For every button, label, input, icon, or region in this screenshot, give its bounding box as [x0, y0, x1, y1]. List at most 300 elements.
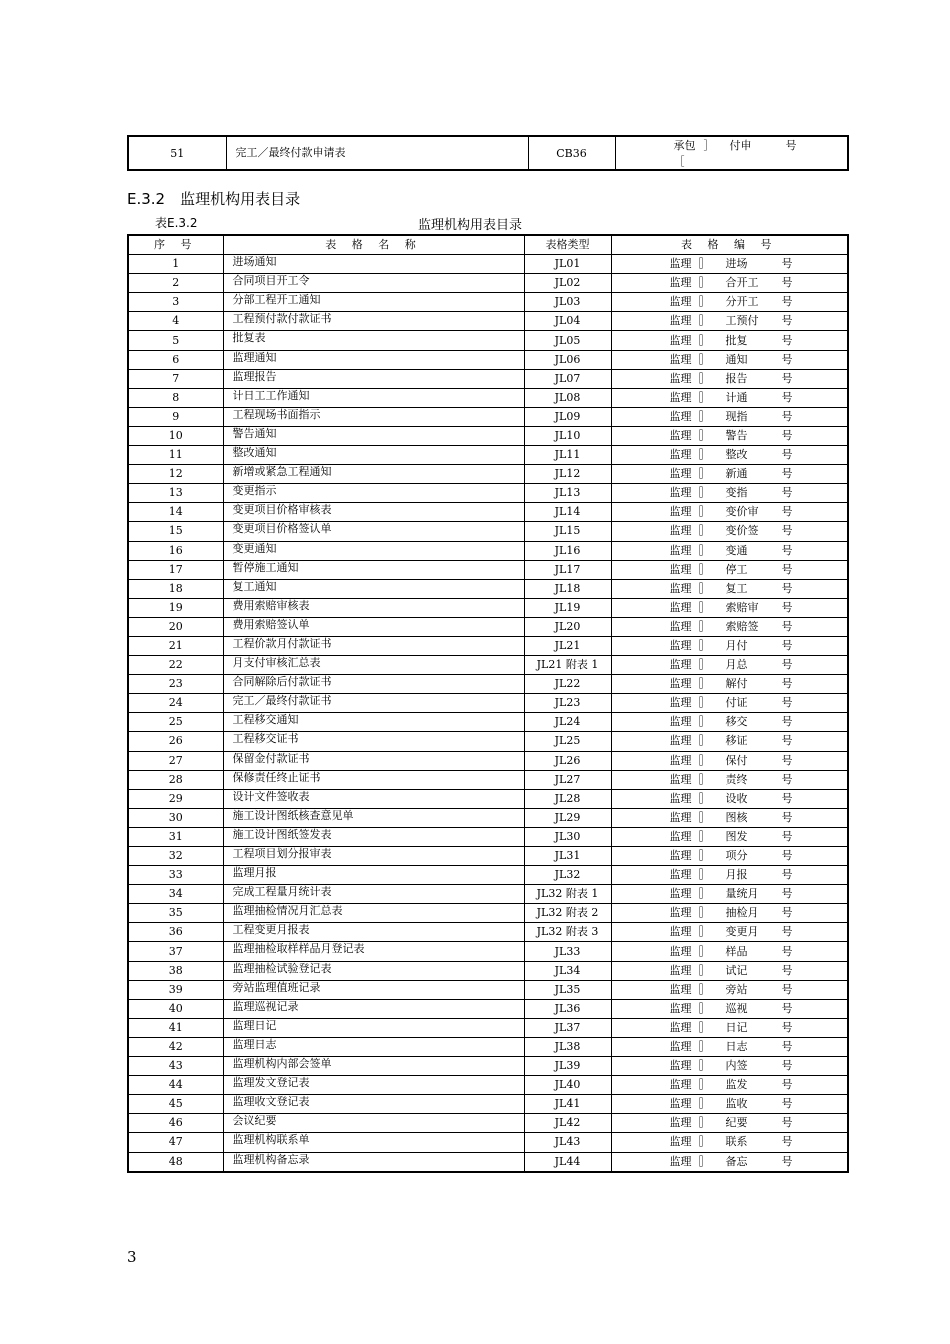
code-abbr: 月付	[725, 639, 748, 653]
form-code	[611, 369, 848, 388]
table-header-row	[128, 235, 848, 255]
form-type: JL02	[524, 274, 611, 293]
code-suffix: 号	[781, 887, 793, 901]
form-name: 整改通知	[223, 446, 524, 465]
row-number: 23	[128, 675, 223, 694]
code-bracket: ］	[699, 409, 711, 423]
code-bracket: ］	[699, 982, 711, 996]
table-row	[128, 980, 848, 999]
code-suffix: 号	[781, 1020, 793, 1034]
table-row	[128, 446, 848, 465]
form-code	[611, 1037, 848, 1056]
form-type: JL32 附表 2	[524, 904, 611, 923]
form-name: 完成工程量月统计表	[223, 885, 524, 904]
form-type: JL33	[524, 942, 611, 961]
form-type: JL16	[524, 541, 611, 560]
code-bracket: ］	[699, 772, 711, 786]
table-row	[128, 136, 848, 170]
row-number: 1	[128, 255, 223, 274]
code-prefix: 监理［	[669, 658, 703, 672]
row-number: 43	[128, 1057, 223, 1076]
table-row	[128, 522, 848, 541]
code-suffix: 号	[781, 868, 793, 882]
form-code	[611, 1057, 848, 1076]
table-row	[128, 713, 848, 732]
code-bracket: ］	[699, 619, 711, 633]
table-row	[128, 484, 848, 503]
form-name: 监理机构联系单	[223, 1133, 524, 1152]
code-suffix: 号	[781, 849, 793, 863]
table-row	[128, 827, 848, 846]
code-abbr: 索赔审	[725, 600, 759, 614]
code-bracket: ］	[699, 753, 711, 767]
form-code	[611, 598, 848, 617]
code-suffix: 号	[781, 543, 793, 557]
code-bracket: ］	[699, 1154, 711, 1168]
row-number: 46	[128, 1114, 223, 1133]
form-type: JL32 附表 1	[524, 885, 611, 904]
code-prefix: 监理［	[669, 600, 703, 614]
form-type: JL03	[524, 293, 611, 312]
code-suffix: 号	[781, 352, 793, 366]
code-bracket: ］	[699, 562, 711, 576]
form-name: 监理日志	[223, 1037, 524, 1056]
code-bracket: ］	[699, 829, 711, 843]
form-code	[611, 541, 848, 560]
table-row	[128, 808, 848, 827]
code-prefix: 监理［	[669, 276, 703, 290]
table-row	[128, 789, 848, 808]
code-prefix: 监理［	[669, 543, 703, 557]
code-prefix: 监理［	[669, 467, 703, 481]
row-number: 35	[128, 904, 223, 923]
code-suffix: 号	[785, 139, 797, 152]
code-abbr: 月总	[725, 658, 748, 672]
row-number: 5	[128, 331, 223, 350]
code-prefix: 监理［	[669, 428, 703, 442]
code-suffix: 号	[781, 1154, 793, 1168]
table-row	[128, 770, 848, 789]
form-type: JL32	[524, 866, 611, 885]
form-type: JL34	[524, 961, 611, 980]
code-bracket: ］	[699, 677, 711, 691]
row-number: 39	[128, 980, 223, 999]
form-code	[611, 694, 848, 713]
code-suffix: 号	[781, 390, 793, 404]
table-row	[128, 560, 848, 579]
code-abbr: 备忘	[725, 1154, 748, 1168]
code-prefix: 监理［	[669, 925, 703, 939]
table-row	[128, 312, 848, 331]
code-prefix: 监理［	[669, 352, 703, 366]
code-suffix: 号	[781, 772, 793, 786]
form-name: 工程项目划分报审表	[223, 847, 524, 866]
form-code	[611, 312, 848, 331]
form-type: JL39	[524, 1057, 611, 1076]
form-type: JL37	[524, 1018, 611, 1037]
code-bracket: ］	[699, 963, 711, 977]
table-row	[128, 656, 848, 675]
table-row	[128, 407, 848, 426]
code-abbr: 分开工	[725, 295, 759, 309]
code-bracket: ］	[699, 887, 711, 901]
code-prefix: 监理［	[669, 257, 703, 271]
form-code	[615, 136, 848, 170]
table-row	[128, 904, 848, 923]
code-prefix: 监理［	[669, 562, 703, 576]
section-heading: E.3.2 监理机构用表目录	[127, 190, 301, 208]
code-abbr: 警告	[725, 428, 748, 442]
code-suffix: 号	[781, 257, 793, 271]
form-name: 监理巡视记录	[223, 999, 524, 1018]
form-type: JL36	[524, 999, 611, 1018]
code-suffix: 号	[781, 791, 793, 805]
code-prefix: 监理［	[669, 944, 703, 958]
code-bracket: ］	[699, 734, 711, 748]
row-number: 21	[128, 636, 223, 655]
code-prefix: 监理［	[669, 371, 703, 385]
code-abbr: 批复	[725, 333, 748, 347]
code-prefix: 承包［	[673, 139, 696, 168]
code-suffix: 号	[781, 906, 793, 920]
form-type: JL15	[524, 522, 611, 541]
row-number: 38	[128, 961, 223, 980]
form-type: JL23	[524, 694, 611, 713]
form-name: 设计文件签收表	[223, 789, 524, 808]
form-name: 合同项目开工令	[223, 274, 524, 293]
form-name: 新增或紧急工程通知	[223, 465, 524, 484]
form-code	[611, 885, 848, 904]
previous-table-fragment	[127, 135, 849, 171]
code-abbr: 设收	[725, 791, 748, 805]
form-type: JL19	[524, 598, 611, 617]
row-number: 3	[128, 293, 223, 312]
code-abbr: 保付	[725, 753, 748, 767]
code-abbr: 工预付	[725, 314, 759, 328]
code-suffix: 号	[781, 524, 793, 538]
code-suffix: 号	[781, 925, 793, 939]
code-abbr: 付证	[725, 696, 748, 710]
code-prefix: 监理［	[669, 791, 703, 805]
form-type: JL43	[524, 1133, 611, 1152]
header-code: 表 格 编 号	[611, 235, 848, 255]
code-prefix: 监理［	[669, 1135, 703, 1149]
row-number: 47	[128, 1133, 223, 1152]
code-abbr: 月报	[725, 868, 748, 882]
code-suffix: 号	[781, 448, 793, 462]
form-code	[611, 560, 848, 579]
code-abbr: 变更月	[725, 925, 759, 939]
form-name: 费用索赔审核表	[223, 598, 524, 617]
code-bracket: ］	[699, 371, 711, 385]
code-prefix: 监理［	[669, 295, 703, 309]
form-code	[611, 1018, 848, 1037]
form-type: JL27	[524, 770, 611, 789]
code-suffix: 号	[781, 562, 793, 576]
form-type: JL17	[524, 560, 611, 579]
code-bracket: ］	[699, 906, 711, 920]
row-number: 20	[128, 617, 223, 636]
code-abbr: 图核	[725, 810, 748, 824]
code-prefix: 监理［	[669, 524, 703, 538]
form-name: 监理报告	[223, 369, 524, 388]
code-abbr: 样品	[725, 944, 748, 958]
code-abbr: 日志	[725, 1039, 748, 1053]
form-name: 监理机构内部会签单	[223, 1057, 524, 1076]
row-number: 31	[128, 827, 223, 846]
code-abbr: 抽检月	[725, 906, 759, 920]
code-bracket: ］	[699, 944, 711, 958]
row-number: 32	[128, 847, 223, 866]
row-number: 29	[128, 789, 223, 808]
form-name: 工程移交证书	[223, 732, 524, 751]
form-type: JL01	[524, 255, 611, 274]
code-prefix: 监理［	[669, 1116, 703, 1130]
code-bracket: ］	[699, 1097, 711, 1111]
row-number: 44	[128, 1076, 223, 1095]
form-type: JL44	[524, 1152, 611, 1172]
code-abbr: 责终	[725, 772, 748, 786]
code-abbr: 量统月	[725, 887, 759, 901]
code-suffix: 号	[781, 639, 793, 653]
code-bracket: ］	[699, 1078, 711, 1092]
code-abbr: 付申	[729, 139, 752, 152]
code-bracket: ］	[699, 849, 711, 863]
form-type: JL29	[524, 808, 611, 827]
table-row	[128, 1018, 848, 1037]
code-abbr: 现指	[725, 409, 748, 423]
form-type: JL07	[524, 369, 611, 388]
row-number: 36	[128, 923, 223, 942]
table-row	[128, 350, 848, 369]
form-name: 施工设计图纸签发表	[223, 827, 524, 846]
table-caption-title: 监理机构用表目录	[418, 218, 523, 233]
row-number: 17	[128, 560, 223, 579]
form-name: 计日工工作通知	[223, 388, 524, 407]
row-number: 37	[128, 942, 223, 961]
code-abbr: 图发	[725, 829, 748, 843]
code-abbr: 索赔签	[725, 619, 759, 633]
table-row	[128, 579, 848, 598]
code-prefix: 监理［	[669, 390, 703, 404]
row-number: 12	[128, 465, 223, 484]
row-number: 41	[128, 1018, 223, 1037]
form-type: JL32 附表 3	[524, 923, 611, 942]
code-prefix: 监理［	[669, 505, 703, 519]
form-type: JL35	[524, 980, 611, 999]
form-name: 施工设计图纸核查意见单	[223, 808, 524, 827]
supervision-forms-table	[127, 234, 849, 1173]
code-bracket: ］	[699, 352, 711, 366]
form-code	[611, 751, 848, 770]
page-number: 3	[127, 1248, 137, 1266]
code-abbr: 报告	[725, 371, 748, 385]
code-prefix: 监理［	[669, 963, 703, 977]
form-name: 监理日记	[223, 1018, 524, 1037]
code-suffix: 号	[781, 371, 793, 385]
code-abbr: 纪要	[725, 1116, 748, 1130]
code-abbr: 变通	[725, 543, 748, 557]
form-type: JL04	[524, 312, 611, 331]
table-row	[128, 675, 848, 694]
form-code	[611, 656, 848, 675]
form-code	[611, 1095, 848, 1114]
table-row	[128, 1057, 848, 1076]
form-name: 分部工程开工通知	[223, 293, 524, 312]
form-code	[611, 465, 848, 484]
code-abbr: 移交	[725, 715, 748, 729]
form-type: JL21 附表 1	[524, 656, 611, 675]
form-name: 进场通知	[223, 255, 524, 274]
code-bracket: ］	[699, 1116, 711, 1130]
code-abbr: 整改	[725, 448, 748, 462]
form-code	[611, 293, 848, 312]
form-type: JL14	[524, 503, 611, 522]
code-suffix: 号	[781, 753, 793, 767]
code-prefix: 监理［	[669, 696, 703, 710]
form-type: JL13	[524, 484, 611, 503]
row-number: 13	[128, 484, 223, 503]
code-suffix: 号	[781, 409, 793, 423]
code-suffix: 号	[781, 600, 793, 614]
form-name: 监理月报	[223, 866, 524, 885]
row-number: 22	[128, 656, 223, 675]
code-suffix: 号	[781, 276, 793, 290]
code-abbr: 新通	[725, 467, 748, 481]
code-abbr: 停工	[725, 562, 748, 576]
code-prefix: 监理［	[669, 1154, 703, 1168]
code-abbr: 旁站	[725, 982, 748, 996]
table-row	[128, 255, 848, 274]
code-bracket: ］	[699, 314, 711, 328]
form-type: JL06	[524, 350, 611, 369]
code-prefix: 监理［	[669, 1078, 703, 1092]
code-bracket: ］	[699, 868, 711, 882]
form-code	[611, 617, 848, 636]
code-abbr: 移证	[725, 734, 748, 748]
code-suffix: 号	[781, 1059, 793, 1073]
form-name: 监理抽检取样样品月登记表	[223, 942, 524, 961]
form-name: 变更通知	[223, 541, 524, 560]
form-name: 费用索赔签认单	[223, 617, 524, 636]
code-suffix: 号	[781, 677, 793, 691]
form-name: 变更项目价格审核表	[223, 503, 524, 522]
row-number: 30	[128, 808, 223, 827]
code-suffix: 号	[781, 734, 793, 748]
form-code	[611, 961, 848, 980]
code-bracket: ］	[699, 295, 711, 309]
row-number: 14	[128, 503, 223, 522]
form-code	[611, 904, 848, 923]
form-type: JL05	[524, 331, 611, 350]
form-name: 批复表	[223, 331, 524, 350]
row-number: 15	[128, 522, 223, 541]
code-suffix: 号	[781, 333, 793, 347]
table-row	[128, 1152, 848, 1172]
code-bracket: ］	[699, 1039, 711, 1053]
code-bracket: ］	[699, 448, 711, 462]
table-row	[128, 694, 848, 713]
row-number: 33	[128, 866, 223, 885]
code-bracket: ］	[699, 467, 711, 481]
code-prefix: 监理［	[669, 1097, 703, 1111]
form-type: JL25	[524, 732, 611, 751]
row-number: 2	[128, 274, 223, 293]
row-number: 48	[128, 1152, 223, 1172]
code-abbr: 变价签	[725, 524, 759, 538]
form-code	[611, 713, 848, 732]
table-row	[128, 1114, 848, 1133]
table-row	[128, 503, 848, 522]
code-bracket: ］	[699, 600, 711, 614]
table-row	[128, 1095, 848, 1114]
code-abbr: 日记	[725, 1020, 748, 1034]
code-bracket: ］	[699, 791, 711, 805]
code-bracket: ］	[699, 715, 711, 729]
form-code	[611, 732, 848, 751]
code-bracket: ］	[699, 1059, 711, 1073]
form-code	[611, 274, 848, 293]
code-bracket: ］	[699, 524, 711, 538]
code-prefix: 监理［	[669, 982, 703, 996]
row-number: 26	[128, 732, 223, 751]
table-row	[128, 923, 848, 942]
table-caption-number: 表E.3.2	[155, 216, 198, 230]
code-prefix: 监理［	[669, 887, 703, 901]
code-suffix: 号	[781, 428, 793, 442]
code-bracket: ］	[699, 390, 711, 404]
form-code	[611, 407, 848, 426]
header-name: 表 格 名 称	[223, 235, 524, 255]
form-code	[611, 1076, 848, 1095]
code-abbr: 监发	[725, 1078, 748, 1092]
table-row	[128, 961, 848, 980]
table-row	[128, 293, 848, 312]
form-type: JL24	[524, 713, 611, 732]
code-suffix: 号	[781, 619, 793, 633]
code-suffix: 号	[781, 982, 793, 996]
form-name: 监理发文登记表	[223, 1076, 524, 1095]
table-row	[128, 331, 848, 350]
code-suffix: 号	[781, 1097, 793, 1111]
row-number: 28	[128, 770, 223, 789]
table-row	[128, 636, 848, 655]
form-name: 工程变更月报表	[223, 923, 524, 942]
form-code	[611, 426, 848, 445]
row-number: 40	[128, 999, 223, 1018]
table-row	[128, 847, 848, 866]
form-name: 工程现场书面指示	[223, 407, 524, 426]
form-code	[611, 503, 848, 522]
form-type: JL09	[524, 407, 611, 426]
row-number: 27	[128, 751, 223, 770]
table-row	[128, 274, 848, 293]
table-row	[128, 541, 848, 560]
code-abbr: 巡视	[725, 1001, 748, 1015]
code-suffix: 号	[781, 467, 793, 481]
form-name: 监理抽检试验登记表	[223, 961, 524, 980]
form-code	[611, 331, 848, 350]
form-name: 暂停施工通知	[223, 560, 524, 579]
form-code	[611, 388, 848, 407]
form-code	[611, 808, 848, 827]
form-code	[611, 484, 848, 503]
form-type: JL12	[524, 465, 611, 484]
code-bracket: ］	[699, 1020, 711, 1034]
code-abbr: 试记	[725, 963, 748, 977]
code-prefix: 监理［	[669, 734, 703, 748]
form-code	[611, 675, 848, 694]
